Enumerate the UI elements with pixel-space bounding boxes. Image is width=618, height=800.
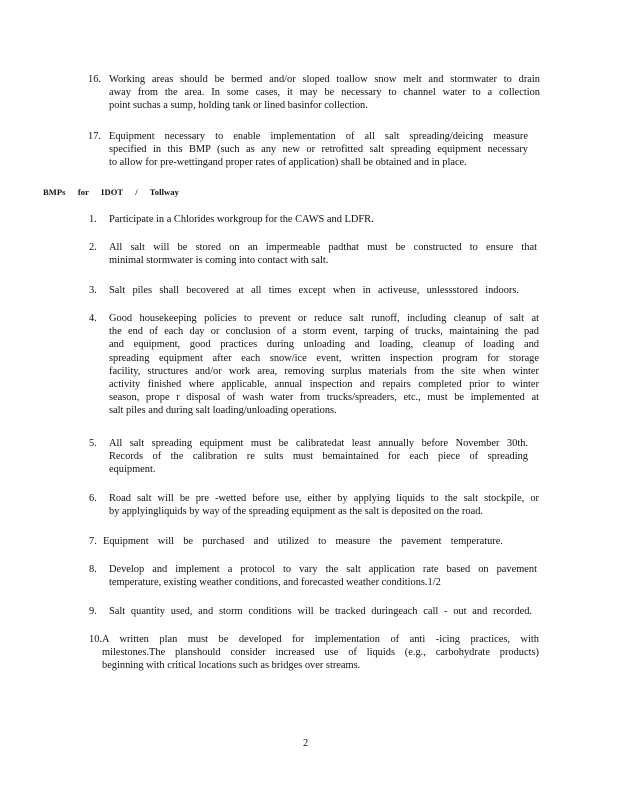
item-number: 3.: [89, 285, 97, 296]
item-text-line: away from the area. In some cases, it may be necessary to channel water to a collection: [109, 87, 540, 99]
item-text-line: specified in this BMP (such as any new or retrofitted salt spreading equipment necessary: [109, 144, 528, 156]
item-number: 6.: [89, 493, 97, 504]
item-text-line: Participate in a Chlorides workgroup for the CAWS and LDFR.: [109, 214, 374, 225]
item-text-line: Good housekeeping policies to prevent or reduce salt runoff, including cleanup of salt at: [109, 313, 539, 324]
item-text-line: temperature, existing weather conditions, and forecasted weather conditions.1/2: [109, 577, 441, 589]
item-number: 17.: [88, 131, 101, 142]
item-text-line: salt piles and during salt loading/unloading operations.: [109, 405, 337, 417]
item-text-line: All salt will be stored on an impermeable padthat must be constructed to ensure that: [109, 242, 537, 253]
item-text-line: season, prope r disposal of wash water from trucks/spreaders, etc., must be implemented at: [109, 392, 539, 404]
item-number: 9.: [89, 606, 97, 617]
item-number: 2.: [89, 242, 97, 253]
item-text-line: Working areas should be bermed and/or sloped toallow snow melt and stormwater to drain: [109, 74, 540, 85]
item-text-line: Equipment necessary to enable implementation of all salt spreading/deicing measure: [109, 131, 528, 142]
item-text-line: the end of each day or conclusion of a storm event, tarping of trucks, maintaining the pad: [109, 326, 539, 338]
item-number: 8.: [89, 564, 97, 575]
item-number: 16.: [88, 74, 101, 85]
item-text-line: minimal stormwater is coming into contact with salt.: [109, 255, 329, 267]
item-number: 1.: [89, 214, 97, 225]
item-text-line: equipment.: [109, 464, 156, 476]
item-number: 5.: [89, 438, 97, 449]
item-text-line: facility, structures and/or work area, removing surplus materials from the site when winter: [109, 365, 539, 377]
item-number: 4.: [89, 313, 97, 324]
item-text-line: Salt quantity used, and storm conditions will be tracked duringeach call - out and recorded.: [109, 606, 532, 617]
item-text-line: beginning with critical locations such as bridges over streams.: [102, 660, 361, 672]
item-text-line: spreading equipment after each snow/ice event, written inspection program for storage: [109, 352, 539, 364]
item-text-line: Records of the calibration re sults must bemaintained for each piece of spreading: [109, 451, 528, 463]
page-number: 2: [303, 738, 309, 749]
item-text-line: by applyingliquids by way of the spreading equipment as the salt is deposited on the road.: [109, 506, 483, 518]
item-text-line: Equipment will be purchased and utilized to measure the pavement temperature.: [103, 536, 503, 547]
item-text-line: to allow for pre-wettingand proper rates of application) shall be obtained and in place.: [109, 157, 467, 169]
item-text-line: point suchas a sump, holding tank or lined basinfor collection.: [109, 100, 368, 112]
item-number: 10.: [89, 634, 102, 645]
item-text-line: activity finished where applicable, annual inspection and repairs completed prior to winter: [109, 379, 539, 391]
item-text-line: and equipment, good practices during unloading and loading, cleanup of loading and: [109, 339, 539, 351]
item-text-line: Develop and implement a protocol to vary the salt application rate based on pavement: [109, 564, 537, 575]
item-text-line: A written plan must be developed for implementation of anti -icing practices, with: [102, 634, 539, 645]
item-text-line: Salt piles shall becovered at all times except when in activeuse, unlessstored indoors.: [109, 285, 519, 296]
item-text-line: Road salt will be pre -wetted before use, either by applying liquids to the salt stockpile, or: [109, 493, 539, 504]
section-heading: BMPs for IDOT / Tollway: [43, 187, 179, 197]
item-text-line: milestones.The planshould consider increased use of liquids (e.g., carbohydrate products): [102, 647, 539, 659]
item-number: 7.: [89, 536, 97, 547]
item-text-line: All salt spreading equipment must be calibratedat least annually before November 30th.: [109, 438, 528, 449]
